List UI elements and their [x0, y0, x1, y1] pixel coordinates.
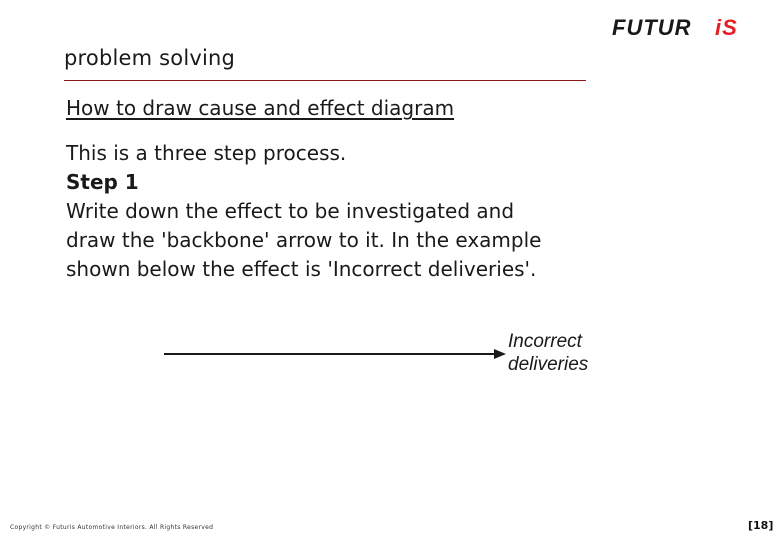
slide-subtitle: How to draw cause and effect diagram [66, 96, 455, 120]
backbone-arrow-head [494, 349, 506, 359]
step-heading: Step 1 [66, 170, 139, 194]
effect-label-line1: Incorrect [508, 331, 582, 352]
body-line-3: shown below the effect is 'Incorrect deliveries'. [66, 257, 537, 281]
body-line-1: Write down the effect to be investigated and [66, 199, 515, 223]
svg-text:FUTUR: FUTUR [612, 15, 692, 40]
body-line-intro: This is a three step process. [66, 141, 347, 165]
title-divider [64, 80, 586, 81]
futuris-logo [612, 14, 762, 40]
svg-text:iS: iS [715, 15, 738, 40]
effect-label [508, 330, 628, 376]
body-text [66, 139, 606, 284]
page-number: [18] [748, 519, 774, 532]
body-line-2: draw the 'backbone' arrow to it. In the example [66, 228, 542, 252]
section-title: problem solving [64, 46, 236, 70]
copyright-notice: Copyright © Futuris Automotive Interiors. All Rights Reserved [10, 524, 214, 531]
effect-label-line2: deliveries [508, 354, 589, 375]
